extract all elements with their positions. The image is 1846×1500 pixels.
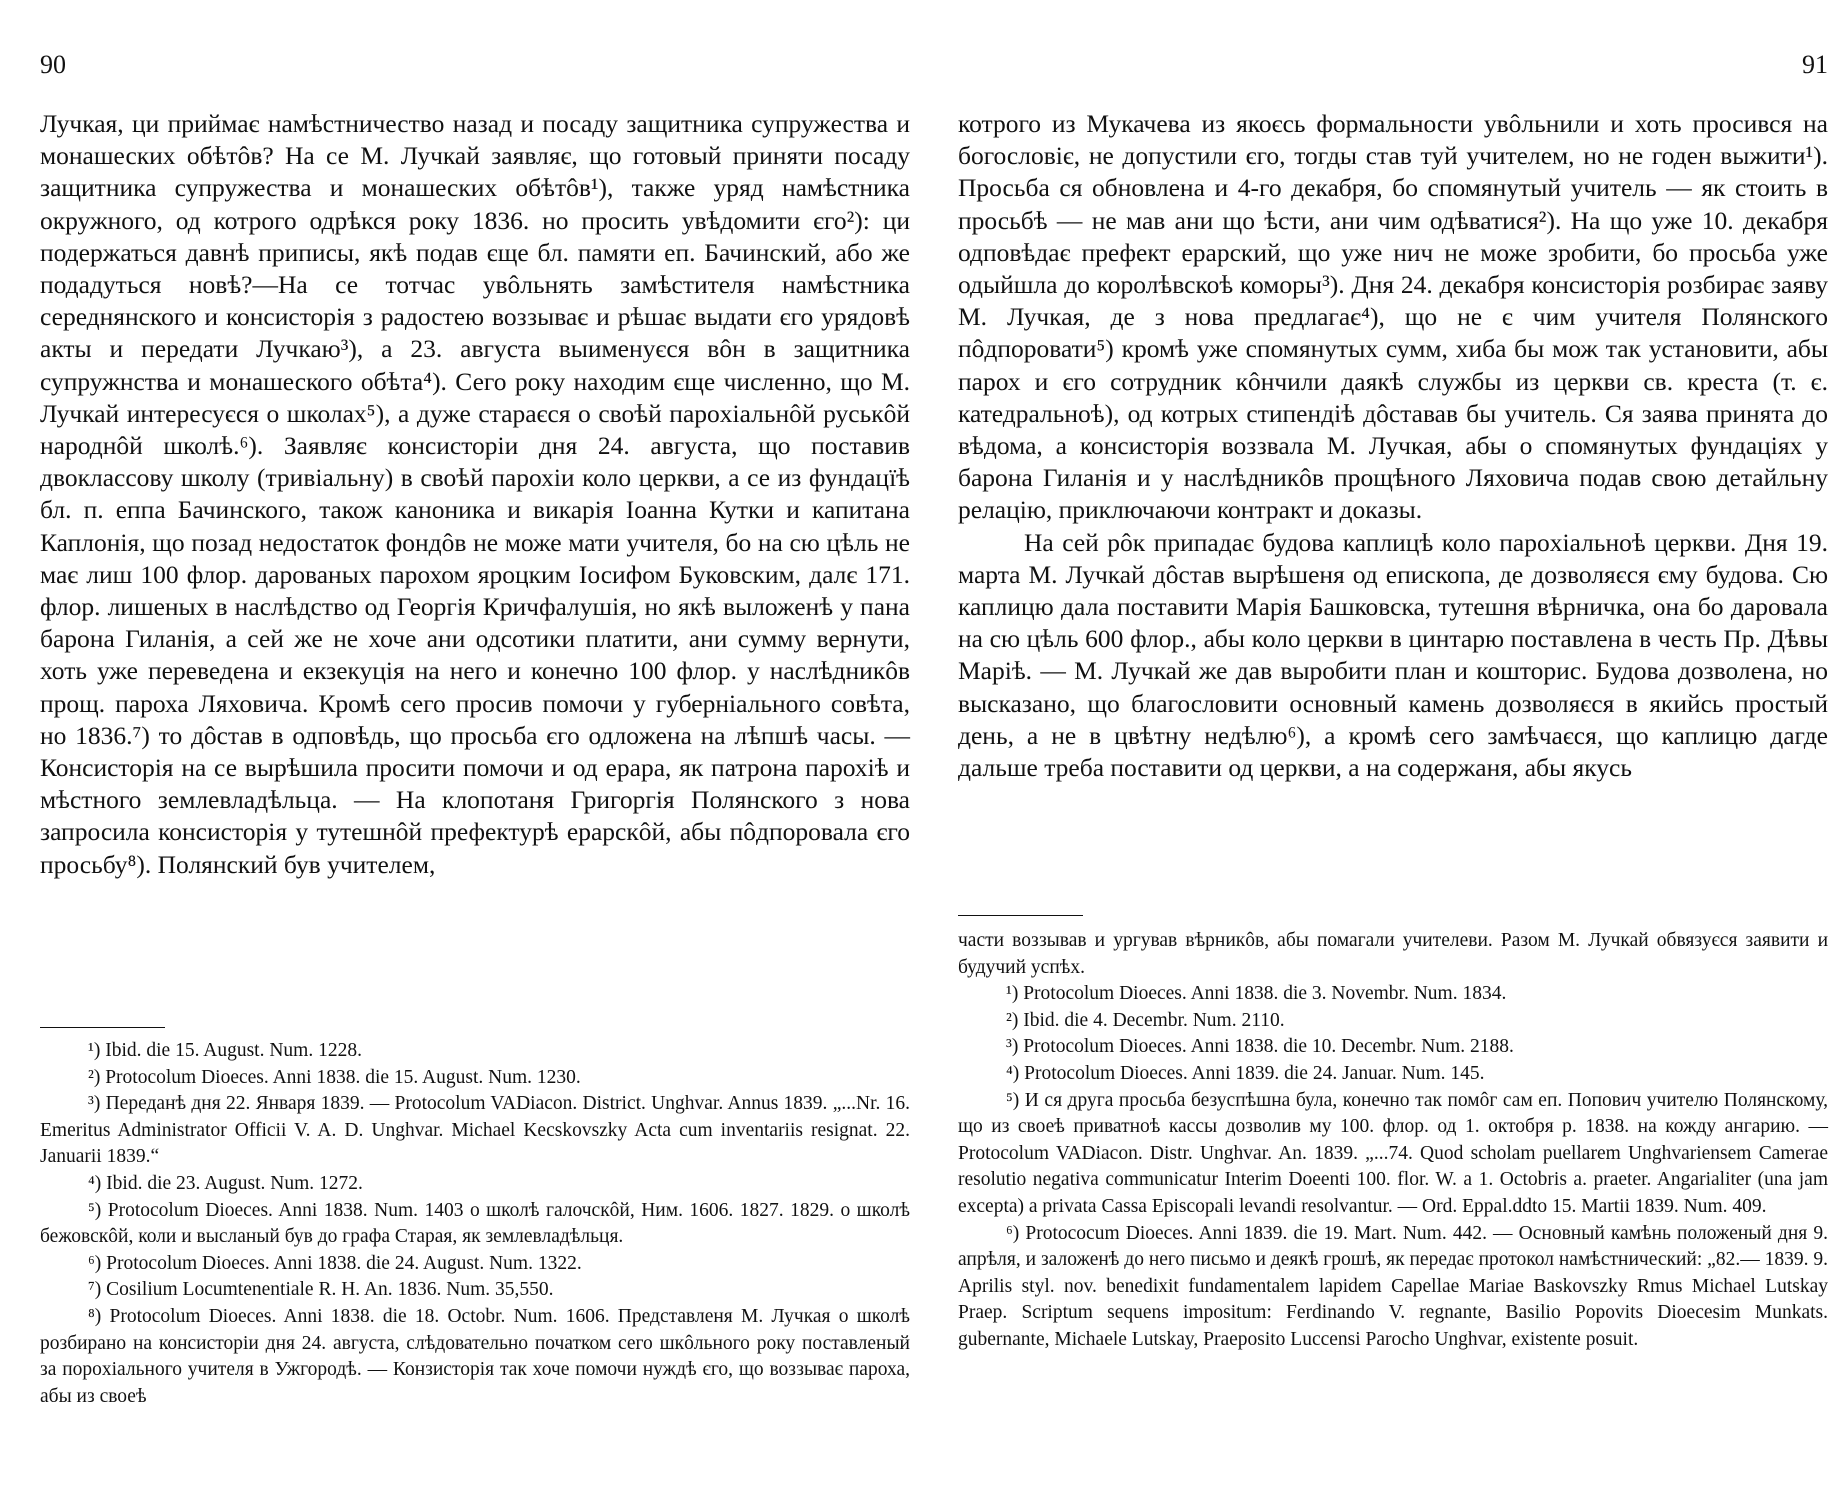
footnote: ¹) Ibid. die 15. August. Num. 1228. bbox=[88, 1040, 362, 1061]
footnote: ⁸) Protocolum Dioeces. Anni 1838. die 18. Octobr. Num. 1606. Представленя М. Лучкая о школѣ розбирано на консисторіи дня 24. августа, слѣдовательно початком сего шкôльного року поставленый за пороxіального учителя в Ужгородѣ. — Конзисторія так хоче помочи нуждѣ єго, що воззыває пароха, абы из своеѣ bbox=[40, 1305, 910, 1407]
page-number: 91 bbox=[1802, 50, 1828, 79]
footnote: ³) Переданѣ дня 22. Января 1839. — Protocolum VADiacon. District. Unghvar. Annus 1839. „...Nr. 16. Emeritus Administrator Officii V. A. D. Unghvar. Michael Kecskovszky Acta cum inventariis resignat. 22. Januarii 1839.“ bbox=[40, 1093, 910, 1168]
footnote: ²) Protocolum Dioeces. Anni 1838. die 15. August. Num. 1230. bbox=[88, 1066, 581, 1088]
paragraph: На сей рôк припадає будова каплицѣ коло пароxіальноѣ церкви. Дня 19. марта М. Лучкай дôстав вырѣшеня од епископа, де дозволяєся єму будова. Сю каплицю дала поставити Марія Башковска, тутешня вѣрничка, она бо даровала на сю цѣль 600 флор., абы коло церкви в цинтарю поставлена в честь Пр. Дѣвы Маріѣ. — М. Лучкай же дав выробити план и кошторис. Будова дозволена, но высказано, що благословити основный камень дозволяєся в якийсь простый день, а не в цвѣтну недѣлю⁶), а кромѣ сего замѣчаєся, що каплицю дагде дальше треба поставити од церкви, а на содержаня, абы якусь bbox=[958, 527, 1828, 783]
paragraph: Лучкая, ци приймає намѣстничество назад и посаду защитника супружества и монашеских обѣтôв? На се М. Лучкай заявляє, що готовый приняти посаду защитника супружества и монашеских обѣтôв¹), также уряд намѣстника окружного, од котрого одрѣкся року 1836. но просить увѣдомити єго²): ци подержаться давнѣ приписы, якѣ подав єще бл. памяти еп. Бачинский, або же подадуться новѣ?—На се тотчас увôльнять замѣстителя намѣстника середнянского и консисторія з радостею воззыває и рѣшає выдати єго урядовѣ акты и передати Лучкаю³), а 23. августа выименуєся вôн в защитника супружнства и монашеского обѣта⁴). Сего року находим єще численно, що М. Лучкай интересуєся о школах⁵), а дуже стараєся о своѣй пароxіальнôй руськôй народнôй школѣ.⁶). Заявляє консисторіи дня 24. августа, що поставив двоклассову школу (тривіальну) в своѣй парохіи коло церкви, а се из фундацїѣ бл. п. еппа Бачинского, також каноника и викарія Іоанна Кутки и капитана Каплонія, що позад недостаток фондôв не може мати учителя, бо на сю цѣль не має лиш 100 флор. дарованых парохом яроцким Іосифом Буковским, далє 171. флор. лишеных в наслѣдство од Георгія Кричфалушія, но якѣ выложенѣ у пана барона Гиланія, а сей же не хоче ани одсотики платити, ани сумму вернути, хоть уже переведена и екзекуція на него и конечно 100 флор. у наслѣдникôв прощ. пароха Ляховича. Кромѣ сего просив помочи у губерніального совѣта, но 1836.⁷) то дôстав в одповѣдь, що просьба єго одложена на лѣпшѣ часы. — Консисторія на се вырѣшила просити помочи и од ерара, як патрона парохіѣ и мѣстного землевладѣльца. — На клопотаня Григоргія Полянского з нова запросила консисторія у тутешнôй префектурѣ ерарскôй, абы пôдпоровала єго просьбу⁸). Полянский був учителем, bbox=[40, 109, 910, 879]
footnote: ⁶) Protococum Dioeces. Anni 1839. die 19. Mart. Num. 442. — Основный камѣнь положеный дня 9. апрѣля, и заложенѣ до него письмо и деякѣ грошѣ, як передає протокол намѣстнический: „82.— 1839. 9. Aprilis styl. nov. benedixit fundamentalem lapidem Capellae Mariae Baskovszky Rmus Michael Lutskay Praep. Scriptum sequens impositum: Ferdinando V. regnante, Basilio Popovits Dioecesim Munkats. gubernante, Michaele Lutskay, Praeposito Luccensi Parocho Unghvar, existente posuit. bbox=[958, 1222, 1828, 1350]
footnotes bbox=[40, 1038, 910, 1410]
footnote: ⁴) Ibid. die 23. August. Num. 1272. bbox=[88, 1172, 363, 1194]
page-number: 90 bbox=[40, 50, 66, 79]
footnote: ³) Protocolum Dioeces. Anni 1838. die 10. Decembr. Num. 2188. bbox=[1006, 1036, 1514, 1058]
footnote-separator bbox=[40, 1027, 165, 1028]
footnote: ⁵) Protocolum Dioeces. Anni 1838. Num. 1403 о школѣ галочскôй, Ним. 1606. 1827. 1829. о школѣ бежовскôй, коли и высланый був до графа Старая, як землевладѣльця. bbox=[40, 1199, 910, 1248]
body-text bbox=[958, 108, 1828, 784]
footnote-continuation: части воззывав и ургував вѣрникôв, абы помагали учителеви. Разом М. Лучкай обвязуєся заявити и будучий успѣх. bbox=[958, 930, 1828, 978]
footnote-separator bbox=[958, 915, 1083, 916]
footnote: ⁶) Protocolum Dioeces. Anni 1838. die 24. August. Num. 1322. bbox=[88, 1252, 582, 1274]
body-text bbox=[40, 108, 910, 881]
footnote: ⁵) И ся друга просьба безуспѣшна була, конечно так помôг сам еп. Попович учителю Полянскому, що из своеѣ приватноѣ кассы дозволив му 100. флор. од 1. октобря р. 1838. на кожду ангарию. — Protocolum VADiacon. Distr. Unghvar. An. 1839. „...74. Quod scholam puellarem Unghvariensem Camerae resolutio negativa communicatur Interim Doeenti 100. flor. W. a 1. Octobris a. praeter. Angarialiter (una jam excepta) a privata Cassa Episcopali levandi resolvantur. — Ord. Eppal.ddto 15. Martii 1839. Num. 409. bbox=[958, 1089, 1828, 1217]
left-page bbox=[40, 0, 910, 1500]
paragraph: котрого из Мукачева из якоєсь формальности увôльнили и хоть просився на богословіє, не допустили єго, тогды став туй учителем, но не годен выжити¹). Просьба ся обновлена и 4-го декабря, бо спомянутый учитель — як стоить в просьбѣ — не мав ани що ѣсти, ани чим одѣватися²). На що уже 10. декабря одповѣдає префект ерарский, що уже нич не може зробити, бо просьба уже одыйшла до королѣвскоѣ коморы³). Дня 24. декабря консисторія розбирає заяву М. Лучкая, де з нова предлагає⁴), що не є чим учителя Полянского пôдпоровати⁵) кромѣ уже спомянутых сумм, хиба бы мож так установити, абы парох и єго сотрудник кôнчили даякѣ службы из церкви св. креста (т. є. катедральноѣ), од котрых стипендіѣ дôставав бы учитель. Ся заява принята до вѣдома, а консисторія воззвала М. Лучкая, абы о спомянутых фундаціях у барона Гиланія и у наслѣдникôв прощѣного Ляховича подав свою детайльну релацію, приключаючи контракт и доказы. bbox=[958, 109, 1828, 525]
footnote: ⁴) Protocolum Dioeces. Anni 1839. die 24. Januar. Num. 145. bbox=[1006, 1062, 1485, 1084]
footnote: ²) Ibid. die 4. Decembr. Num. 2110. bbox=[1006, 1009, 1285, 1031]
right-page bbox=[958, 0, 1828, 1500]
footnote: ⁷) Cosilium Locumtenentiale R. H. An. 1836. Num. 35,550. bbox=[88, 1279, 554, 1301]
footnotes bbox=[958, 928, 1828, 1354]
footnote: ¹) Protocolum Dioeces. Anni 1838. die 3. Novembr. Num. 1834. bbox=[1006, 983, 1507, 1005]
